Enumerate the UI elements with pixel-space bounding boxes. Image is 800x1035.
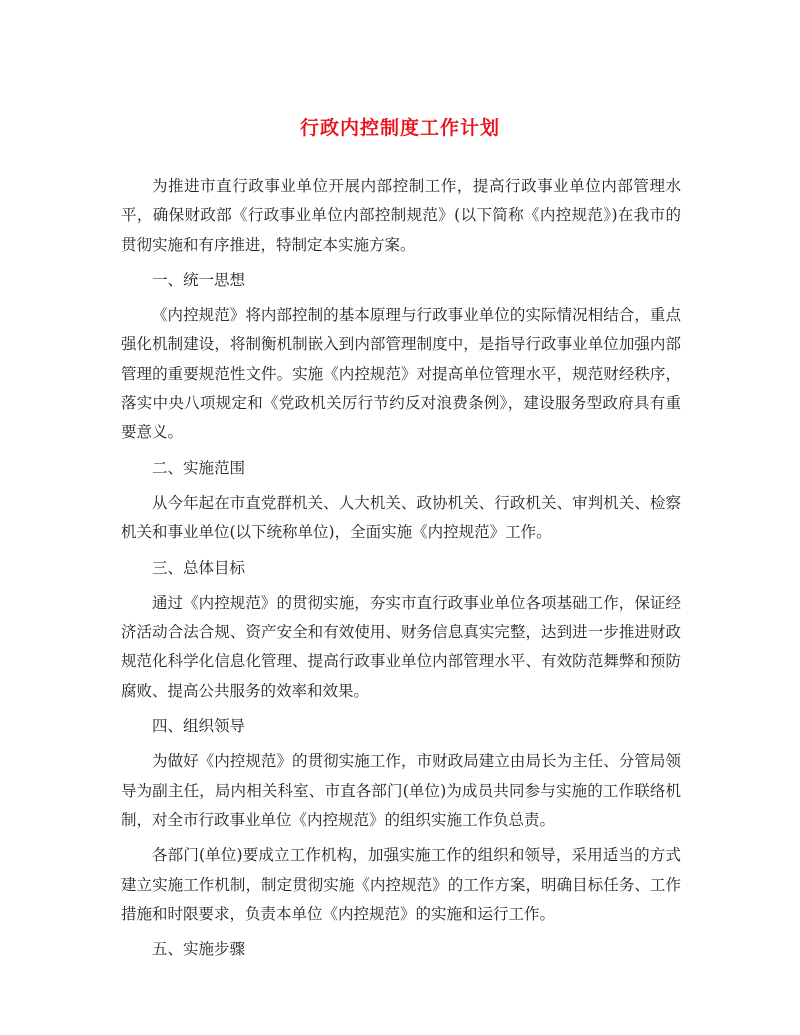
section-heading-2: 二、实施范围 [152,458,246,477]
section-heading-5: 五、实施步骤 [152,940,246,959]
paragraph-1: 《内控规范》将内部控制的基本原理与行政事业单位的实际情况相结合，重点强化机制建设，将制衡机制嵌入到内部管理制度中，是指导行政事业单位加强内部管理的重要规范性文件。实施《内控规范》对提高单位管理水平，规范财经秩序，落实中央八项规定和《党政机关厉行节约反对浪费条例》，建设服务型政府具有重要意义。 [121,306,681,442]
section-heading-3: 三、总体目标 [152,558,246,577]
section-heading-1: 一、统一思想 [152,270,246,289]
paragraph-4b: 各部门(单位)要成立工作机构，加强实施工作的组织和领导，采用适当的方式建立实施工作机制，制定贯彻实施《内控规范》的工作方案，明确目标任务、工作措施和时限要求，负责本单位《内控规范》的实施和运行工作。 [121,846,681,923]
paragraph-3: 通过《内控规范》的贯彻实施，夯实市直行政事业单位各项基础工作，保证经济活动合法合规、资产安全和有效使用、财务信息真实完整，达到进一步推进财政规范化科学化信息化管理、提高行政事业单位内部管理水平、有效防范舞弊和预防腐败、提高公共服务的效率和效果。 [121,593,681,700]
document-title: 行政内控制度工作计划 [299,117,500,139]
document-body [121,172,681,964]
paragraph-4a: 为做好《内控规范》的贯彻实施工作，市财政局建立由局长为主任、分管局领导为副主任，局内相关科室、市直各部门(单位)为成员共同参与实施的工作联络机制，对全市行政事业单位《内控规范》的组织实施工作负总责。 [121,752,681,829]
paragraph-2: 从今年起在市直党群机关、人大机关、政协机关、行政机关、审判机关、检察机关和事业单位(以下统称单位)，全面实施《内控规范》工作。 [121,493,681,542]
section-heading-4: 四、组织领导 [152,717,246,736]
paragraph-intro: 为推进市直行政事业单位开展内部控制工作，提高行政事业单位内部管理水平，确保财政部《行政事业单位内部控制规范》(以下简称《内控规范》)在我市的贯彻实施和有序推进，特制定本实施方案。 [121,177,681,254]
